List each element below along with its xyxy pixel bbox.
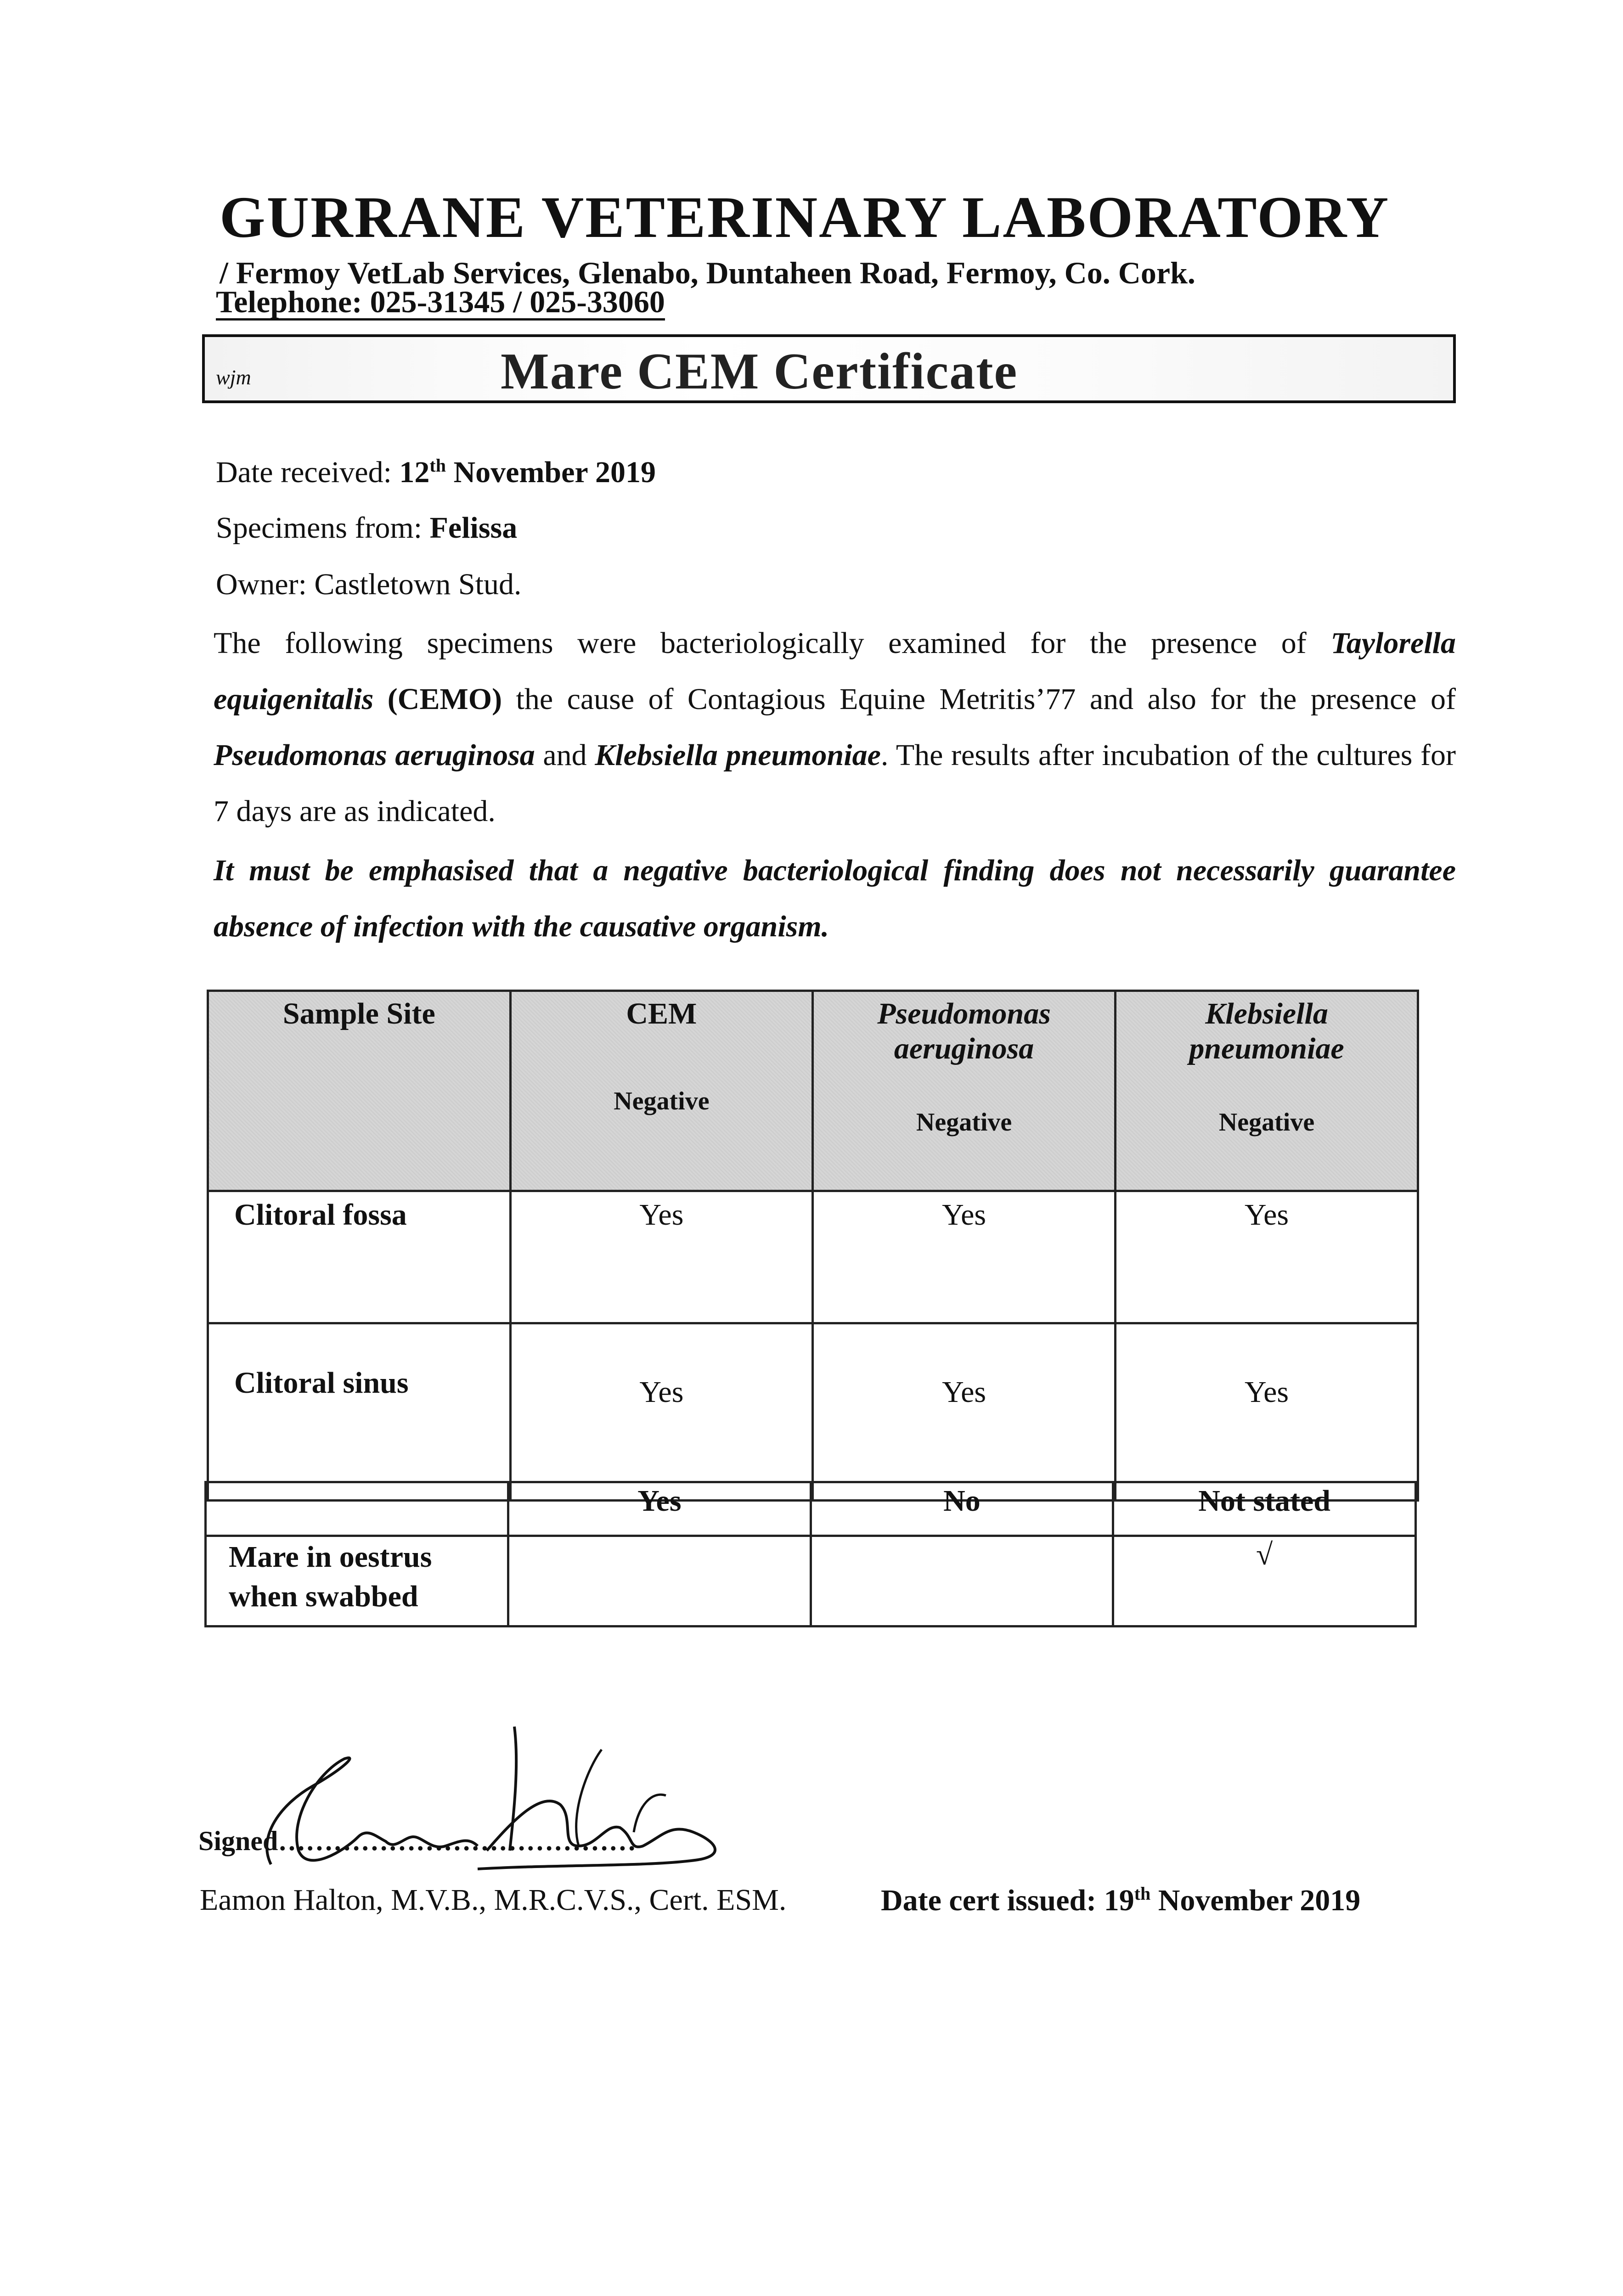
row-pseudomonas: Yes — [813, 1191, 1116, 1323]
specimens-from — [216, 511, 517, 546]
row-site: Clitoral fossa — [208, 1191, 511, 1323]
date-cert-issued: Date cert issued: 19th November 2019 — [881, 1883, 1361, 1917]
date-received-value: 12th November 2019 — [399, 455, 656, 489]
row-site: Clitoral sinus — [208, 1323, 511, 1501]
row-klebsiella: Yes — [1116, 1323, 1418, 1501]
oestrus-header-yes: Yes — [508, 1482, 811, 1536]
specimens-value: Felissa — [429, 511, 518, 545]
signature-image — [239, 1699, 767, 1883]
table-row — [208, 1323, 1418, 1501]
header-cem: CEM Negative — [510, 991, 812, 1191]
warning-note: It must be emphasised that a negative bacteriological finding does not necessarily guarantee absence of infection with the causative organism. — [214, 854, 1456, 943]
row-pseudomonas: Yes — [813, 1323, 1116, 1501]
date-received-label: Date received: — [216, 456, 400, 489]
oestrus-header-not-stated: Not stated — [1113, 1482, 1416, 1536]
oestrus-no-cell — [811, 1536, 1113, 1626]
certificate-title: Mare CEM Certificate — [501, 343, 1018, 400]
oestrus-header-row — [206, 1482, 1416, 1536]
oestrus-table — [204, 1481, 1417, 1627]
row-cem: Yes — [510, 1323, 812, 1501]
oestrus-header-no: No — [811, 1482, 1113, 1536]
header-pseudomonas: Pseudomonas aeruginosa Negative — [813, 991, 1116, 1191]
signer-name: Eamon Halton, M.V.B., M.R.C.V.S., Cert. ESM. — [200, 1883, 787, 1917]
oestrus-row — [206, 1536, 1416, 1626]
date-received — [216, 455, 656, 490]
initials: wjm — [216, 366, 251, 389]
row-klebsiella: Yes — [1116, 1191, 1418, 1323]
header-klebsiella: Klebsiella pneumoniae Negative — [1116, 991, 1418, 1191]
signed-line: Signed………………………………… — [198, 1826, 637, 1856]
lab-phone: Telephone: 025-31345 / 025-33060 — [216, 286, 665, 321]
oestrus-label: Mare in oestrus when swabbed — [206, 1536, 508, 1626]
results-table — [207, 990, 1419, 1502]
lab-address: / Fermoy VetLab Services, Glenabo, Duntaheen Road, Fermoy, Co. Cork. — [220, 255, 1195, 290]
oestrus-yes-cell — [508, 1536, 811, 1626]
oestrus-not-stated-check: √ — [1113, 1536, 1416, 1626]
owner: Owner: Castletown Stud. — [216, 568, 522, 601]
lab-name: GURRANE VETERINARY LABORATORY — [220, 185, 1390, 250]
row-cem: Yes — [510, 1191, 812, 1323]
specimens-label: Specimens from: — [216, 511, 430, 545]
header-sample-site: Sample Site — [208, 991, 511, 1191]
results-header-row — [208, 991, 1418, 1191]
table-row — [208, 1191, 1418, 1323]
oestrus-header-blank — [206, 1482, 508, 1536]
examination-paragraph: The following specimens were bacteriologically examined for the presence of Taylorella equigenitalis (CEMO) the cause of Contagious Equine Metritis’77 and also for the presence of Pseudomonas aeruginosa and Klebsiella pneumoniae. The results after incubation of the cultures for 7 days are as indicated. — [214, 626, 1456, 828]
